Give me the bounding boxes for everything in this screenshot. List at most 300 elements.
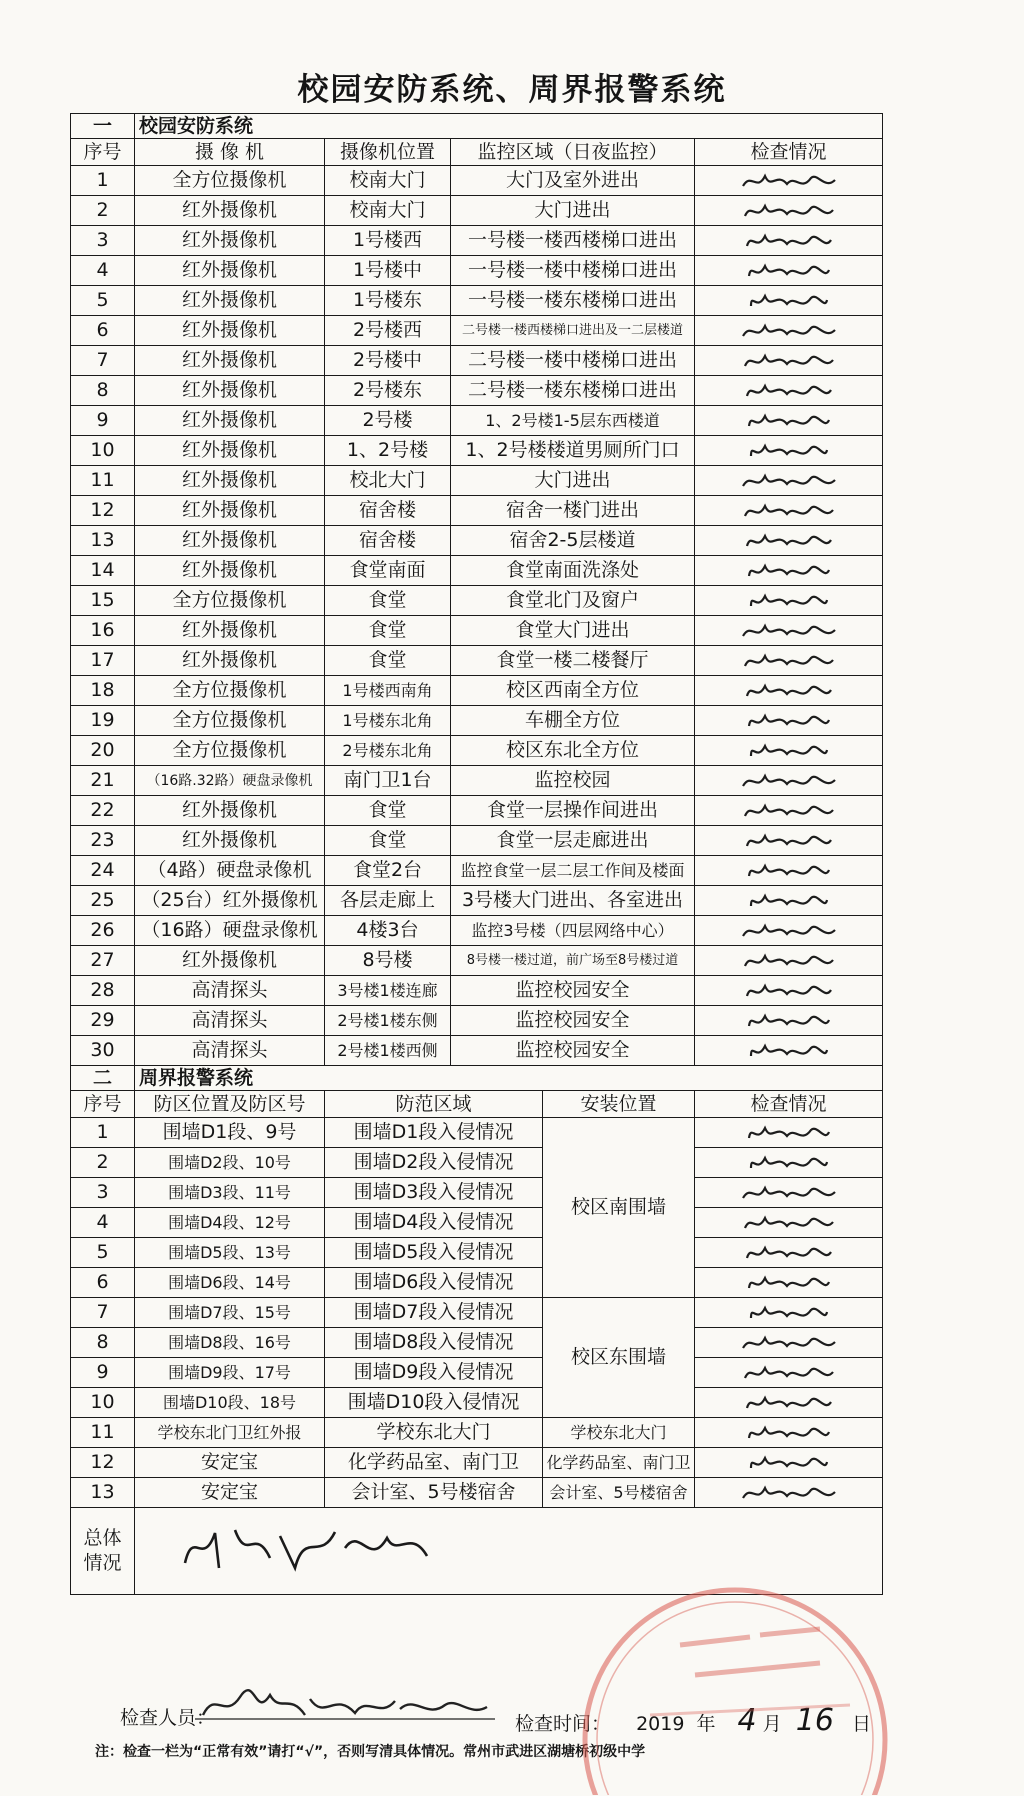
camera-row [71,556,883,586]
install-location: 学校东北大门 [543,1418,695,1448]
check-status-cell [695,1036,883,1066]
check-signature-icon [739,168,839,194]
camera-row [71,766,883,796]
summary-label-line2: 情况 [83,1552,122,1574]
section2-header-row [71,1066,883,1091]
section1-column-headers [71,139,883,166]
row-number: 10 [71,1388,135,1418]
row-number: 7 [71,1298,135,1328]
camera-row [71,1036,883,1066]
check-signature-icon [739,1420,839,1446]
monitor-area: 一号楼一楼东楼梯口进出 [451,286,695,316]
row-number: 30 [71,1036,135,1066]
check-status-cell [695,1388,883,1418]
monitor-area: 监控校园安全 [451,976,695,1006]
camera-type: 高清探头 [135,976,325,1006]
monitor-area: 食堂北门及窗户 [451,586,695,616]
check-signature-icon [739,888,839,914]
monitor-area: 监控校园 [451,766,695,796]
check-signature-icon [739,588,839,614]
camera-row [71,466,883,496]
check-status-cell [695,586,883,616]
camera-type: （16路.32路）硬盘录像机 [135,766,325,796]
check-status-cell [695,196,883,226]
check-signature-icon [739,288,839,314]
row-number: 7 [71,346,135,376]
check-signature-icon [739,1450,839,1476]
camera-location: 宿舍楼 [325,526,451,556]
row-number: 15 [71,586,135,616]
row-number: 11 [71,1418,135,1448]
camera-location: 校南大门 [325,166,451,196]
check-status-cell [695,676,883,706]
row-number: 11 [71,466,135,496]
install-location: 会计室、5号楼宿舍 [543,1478,695,1508]
camera-location: 4楼3台 [325,916,451,946]
camera-row [71,376,883,406]
summary-row [71,1508,883,1595]
camera-location: 2号楼东北角 [325,736,451,766]
camera-location: 1、2号楼 [325,436,451,466]
col-header-install-location: 安装位置 [543,1091,695,1118]
check-signature-icon [739,1240,839,1266]
check-status-cell [695,346,883,376]
camera-location: 1号楼西 [325,226,451,256]
monitor-area: 校区东北全方位 [451,736,695,766]
row-number: 3 [71,226,135,256]
camera-row [71,406,883,436]
check-signature-icon [739,558,839,584]
check-signature-icon [739,318,839,344]
camera-type: 全方位摄像机 [135,166,325,196]
check-status-cell [695,1478,883,1508]
check-signature-icon [739,1210,839,1236]
check-status-cell [695,916,883,946]
check-signature-icon [739,468,839,494]
camera-row [71,496,883,526]
monitor-area: 8号楼一楼过道，前广场至8号楼过道 [451,946,695,976]
camera-row [71,706,883,736]
camera-row [71,796,883,826]
summary-content [135,1508,883,1595]
camera-type: 全方位摄像机 [135,586,325,616]
monitor-area: 监控校园安全 [451,1036,695,1066]
camera-type: 全方位摄像机 [135,736,325,766]
camera-row [71,286,883,316]
zone-position: 围墙D4段、12号 [135,1208,325,1238]
camera-location: 食堂南面 [325,556,451,586]
protected-area: 围墙D4段入侵情况 [325,1208,543,1238]
camera-type: 红外摄像机 [135,826,325,856]
check-signature-icon [739,1330,839,1356]
alarm-zone-row [71,1208,883,1238]
inspection-date-field [515,1703,871,1738]
camera-row [71,526,883,556]
row-number: 28 [71,976,135,1006]
check-signature-icon [739,768,839,794]
row-number: 12 [71,1448,135,1478]
check-status-cell [695,376,883,406]
alarm-zone-row [71,1298,883,1328]
check-status-cell [695,886,883,916]
camera-location: 宿舍楼 [325,496,451,526]
check-status-cell [695,1118,883,1148]
check-signature-icon [739,1150,839,1176]
camera-type: 红外摄像机 [135,286,325,316]
monitor-area: 食堂一层走廊进出 [451,826,695,856]
camera-row [71,1006,883,1036]
row-number: 6 [71,1268,135,1298]
inspector-signature-icon [195,1685,495,1725]
camera-location: 校南大门 [325,196,451,226]
camera-row [71,916,883,946]
check-status-cell [695,1448,883,1478]
monitor-area: 宿舍2-5层楼道 [451,526,695,556]
monitor-area: 二号楼一楼西楼梯口进出及一二层楼道 [451,316,695,346]
camera-location: 1号楼东 [325,286,451,316]
inspection-time-label: 检查时间： [515,1713,611,1735]
monitor-area: 大门进出 [451,196,695,226]
check-status-cell [695,526,883,556]
row-number: 5 [71,1238,135,1268]
monitor-area: 食堂一层操作间进出 [451,796,695,826]
check-status-cell [695,646,883,676]
row-number: 13 [71,526,135,556]
row-number: 23 [71,826,135,856]
camera-type: （4路）硬盘录像机 [135,856,325,886]
camera-row [71,436,883,466]
row-number: 14 [71,556,135,586]
row-number: 12 [71,496,135,526]
col-header-protected-area: 防范区域 [325,1091,543,1118]
section1-title: 校园安防系统 [135,114,883,139]
camera-row [71,316,883,346]
camera-type: 红外摄像机 [135,526,325,556]
camera-row [71,676,883,706]
zone-position: 围墙D5段、13号 [135,1238,325,1268]
check-signature-icon [739,348,839,374]
row-number: 19 [71,706,135,736]
monitor-area: 3号楼大门进出、各室进出 [451,886,695,916]
inspection-table [70,113,883,1595]
protected-area: 围墙D6段入侵情况 [325,1268,543,1298]
zone-position: 围墙D8段、16号 [135,1328,325,1358]
row-number: 20 [71,736,135,766]
monitor-area: 1、2号楼楼道男厕所门口 [451,436,695,466]
check-signature-icon [739,708,839,734]
col-header-number: 序号 [71,1091,135,1118]
camera-location: 食堂 [325,616,451,646]
check-signature-icon [739,228,839,254]
camera-location: 1号楼东北角 [325,706,451,736]
check-signature-icon [739,528,839,554]
check-status-cell [695,256,883,286]
section2-number: 二 [71,1066,135,1091]
check-signature-icon [739,1120,839,1146]
camera-location: 食堂 [325,796,451,826]
footer-note: 注：检查一栏为“正常有效”请打“√”，否则写清具体情况。常州市武进区湖塘桥初级中学 [95,1744,646,1760]
camera-row [71,256,883,286]
alarm-zone-row [71,1118,883,1148]
monitor-area: 食堂大门进出 [451,616,695,646]
row-number: 29 [71,1006,135,1036]
camera-location: 1号楼中 [325,256,451,286]
row-number: 22 [71,796,135,826]
section1-header-row [71,114,883,139]
camera-type: 红外摄像机 [135,556,325,586]
check-status-cell [695,226,883,256]
check-signature-icon [739,618,839,644]
check-status-cell [695,496,883,526]
check-signature-icon [739,1270,839,1296]
row-number: 21 [71,766,135,796]
check-status-cell [695,166,883,196]
check-status-cell [695,976,883,1006]
camera-row [71,646,883,676]
alarm-zone-row [71,1148,883,1178]
monitor-area: 校区西南全方位 [451,676,695,706]
camera-location: 8号楼 [325,946,451,976]
col-header-camera-location: 摄像机位置 [325,139,451,166]
form-title: 校园安防系统、周界报警系统 [297,72,727,108]
camera-location: 食堂 [325,826,451,856]
alarm-zone-row [71,1418,883,1448]
camera-row [71,346,883,376]
zone-position: 围墙D2段、10号 [135,1148,325,1178]
camera-location: 2号楼西 [325,316,451,346]
camera-type: 红外摄像机 [135,406,325,436]
row-number: 8 [71,1328,135,1358]
inspection-month: 4 [737,1703,757,1738]
zone-position: 围墙D6段、14号 [135,1268,325,1298]
check-status-cell [695,556,883,586]
camera-location: 食堂2台 [325,856,451,886]
row-number: 9 [71,1358,135,1388]
camera-type: 红外摄像机 [135,196,325,226]
camera-location: 2号楼 [325,406,451,436]
camera-type: 红外摄像机 [135,316,325,346]
check-signature-icon [739,1038,839,1064]
camera-row [71,196,883,226]
check-signature-icon [739,978,839,1004]
alarm-zone-row [71,1388,883,1418]
check-signature-icon [739,438,839,464]
camera-type: 红外摄像机 [135,376,325,406]
protected-area: 化学药品室、南门卫 [325,1448,543,1478]
protected-area: 围墙D7段入侵情况 [325,1298,543,1328]
camera-type: 红外摄像机 [135,946,325,976]
camera-row [71,886,883,916]
check-signature-icon [739,918,839,944]
check-status-cell [695,286,883,316]
check-status-cell [695,796,883,826]
monitor-area: 1、2号楼1-5层东西楼道 [451,406,695,436]
check-status-cell [695,466,883,496]
zone-position: 围墙D9段、17号 [135,1358,325,1388]
camera-row [71,946,883,976]
monitor-area: 一号楼一楼西楼梯口进出 [451,226,695,256]
row-number: 2 [71,196,135,226]
zone-position: 安定宝 [135,1448,325,1478]
section1-number: 一 [71,114,135,139]
monitor-area: 食堂南面洗涤处 [451,556,695,586]
monitor-area: 二号楼一楼中楼梯口进出 [451,346,695,376]
check-signature-icon [739,798,839,824]
camera-type: 全方位摄像机 [135,676,325,706]
check-status-cell [695,1178,883,1208]
check-status-cell [695,616,883,646]
section2-column-headers [71,1091,883,1118]
monitor-area: 大门进出 [451,466,695,496]
camera-row [71,226,883,256]
check-status-cell [695,1148,883,1178]
camera-type: 高清探头 [135,1006,325,1036]
row-number: 5 [71,286,135,316]
monitor-area: 车棚全方位 [451,706,695,736]
summary-handwriting-icon [175,1518,435,1578]
alarm-zone-row [71,1358,883,1388]
alarm-zone-row [71,1328,883,1358]
camera-location: 各层走廊上 [325,886,451,916]
check-signature-icon [739,198,839,224]
check-signature-icon [739,828,839,854]
camera-location: 食堂 [325,586,451,616]
zone-position: 围墙D10段、18号 [135,1388,325,1418]
install-location: 化学药品室、南门卫 [543,1448,695,1478]
camera-type: （16路）硬盘录像机 [135,916,325,946]
col-header-camera: 摄 像 机 [135,139,325,166]
check-signature-icon [739,648,839,674]
row-number: 26 [71,916,135,946]
camera-location: 3号楼1楼连廊 [325,976,451,1006]
check-status-cell [695,856,883,886]
camera-type: 红外摄像机 [135,796,325,826]
monitor-area: 一号楼一楼中楼梯口进出 [451,256,695,286]
check-status-cell [695,1006,883,1036]
check-status-cell [695,1358,883,1388]
protected-area: 学校东北大门 [325,1418,543,1448]
zone-position: 围墙D7段、15号 [135,1298,325,1328]
alarm-zone-row [71,1238,883,1268]
row-number: 9 [71,406,135,436]
camera-type: 红外摄像机 [135,646,325,676]
alarm-zone-row [71,1178,883,1208]
row-number: 27 [71,946,135,976]
section2-title: 周界报警系统 [135,1066,883,1091]
check-status-cell [695,1328,883,1358]
check-status-cell [695,436,883,466]
row-number: 4 [71,1208,135,1238]
camera-type: 高清探头 [135,1036,325,1066]
monitor-area: 监控食堂一层二层工作间及楼面 [451,856,695,886]
protected-area: 围墙D2段入侵情况 [325,1148,543,1178]
alarm-zone-row [71,1478,883,1508]
protected-area: 围墙D5段入侵情况 [325,1238,543,1268]
protected-area: 围墙D10段入侵情况 [325,1388,543,1418]
check-signature-icon [739,738,839,764]
check-signature-icon [739,1480,839,1506]
check-status-cell [695,826,883,856]
inspection-day-unit: 日 [851,1713,871,1735]
camera-type: 红外摄像机 [135,436,325,466]
protected-area: 围墙D1段入侵情况 [325,1118,543,1148]
zone-position: 围墙D3段、11号 [135,1178,325,1208]
check-status-cell [695,706,883,736]
camera-location: 1号楼西南角 [325,676,451,706]
check-signature-icon [739,1008,839,1034]
row-number: 6 [71,316,135,346]
check-status-cell [695,736,883,766]
alarm-zone-row [71,1268,883,1298]
check-signature-icon [739,498,839,524]
protected-area: 围墙D3段入侵情况 [325,1178,543,1208]
camera-type: 红外摄像机 [135,256,325,286]
inspection-table-wrapper [70,113,882,1595]
check-signature-icon [739,678,839,704]
check-signature-icon [739,378,839,404]
protected-area: 会计室、5号楼宿舍 [325,1478,543,1508]
zone-position: 围墙D1段、9号 [135,1118,325,1148]
inspection-month-unit: 月 [762,1713,782,1735]
row-number: 24 [71,856,135,886]
check-signature-icon [739,1390,839,1416]
camera-type: 红外摄像机 [135,466,325,496]
row-number: 17 [71,646,135,676]
protected-area: 围墙D8段入侵情况 [325,1328,543,1358]
monitor-area: 宿舍一楼门进出 [451,496,695,526]
check-status-cell [695,1418,883,1448]
inspection-day: 16 [795,1703,834,1738]
check-status-cell [695,1268,883,1298]
col-header-check-status: 检查情况 [695,1091,883,1118]
camera-row [71,856,883,886]
row-number: 2 [71,1148,135,1178]
camera-type: 红外摄像机 [135,346,325,376]
monitor-area: 大门及室外进出 [451,166,695,196]
row-number: 1 [71,166,135,196]
zone-position: 学校东北门卫红外报 [135,1418,325,1448]
camera-row [71,616,883,646]
alarm-zone-row [71,1448,883,1478]
zone-position: 安定宝 [135,1478,325,1508]
check-signature-icon [739,948,839,974]
check-signature-icon [739,1180,839,1206]
row-number: 8 [71,376,135,406]
check-status-cell [695,1298,883,1328]
check-status-cell [695,1208,883,1238]
summary-label-line1: 总体 [83,1527,122,1549]
monitor-area: 食堂一楼二楼餐厅 [451,646,695,676]
install-location-east: 校区东围墙 [543,1298,695,1418]
row-number: 25 [71,886,135,916]
camera-location: 2号楼1楼西侧 [325,1036,451,1066]
inspector-field [120,1703,215,1730]
check-signature-icon [739,258,839,284]
col-header-check-status: 检查情况 [695,139,883,166]
row-number: 13 [71,1478,135,1508]
check-status-cell [695,766,883,796]
summary-label [71,1508,135,1595]
monitor-area: 监控校园安全 [451,1006,695,1036]
col-header-zone: 防区位置及防区号 [135,1091,325,1118]
camera-location: 2号楼中 [325,346,451,376]
monitor-area: 监控3号楼（四层网络中心） [451,916,695,946]
inspection-table-body [71,114,883,1595]
camera-row [71,166,883,196]
col-header-number: 序号 [71,139,135,166]
camera-location: 食堂 [325,646,451,676]
row-number: 18 [71,676,135,706]
